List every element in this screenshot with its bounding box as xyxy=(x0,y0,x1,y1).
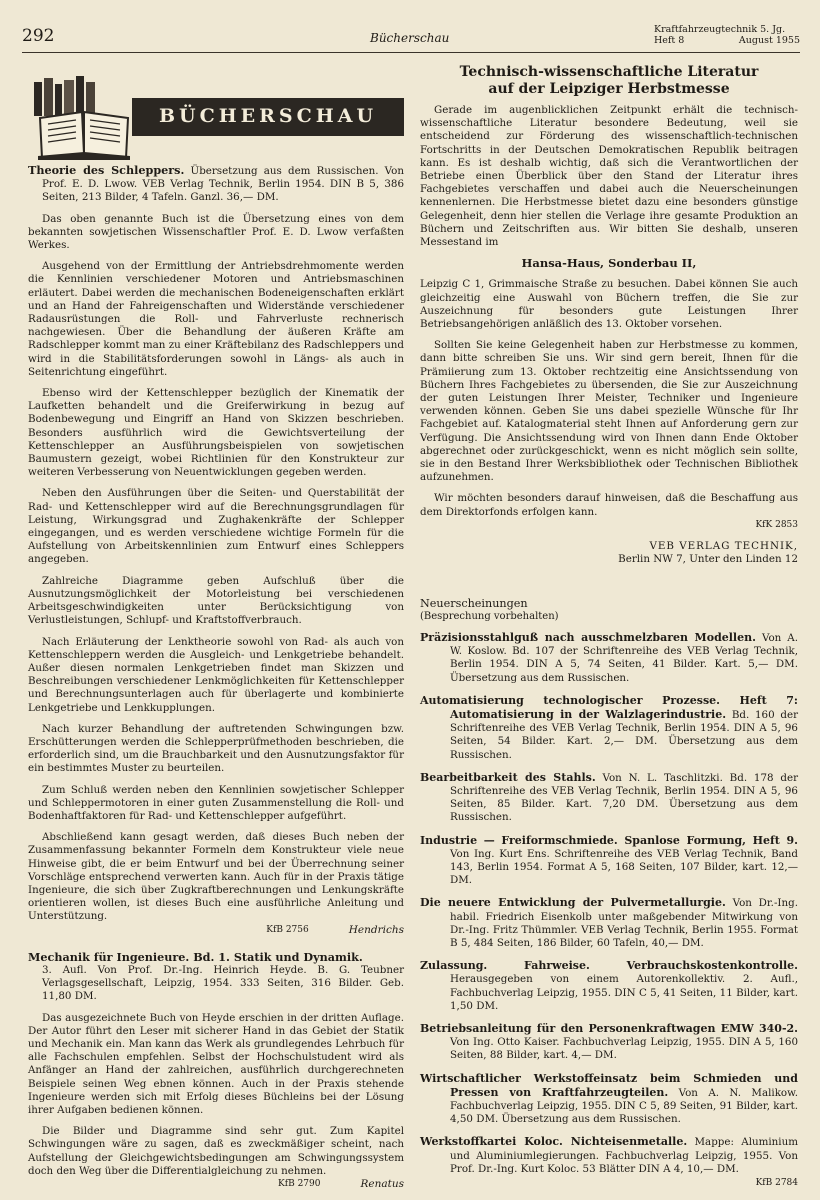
fair-title-line: Technisch-wissenschaftliche Literatur xyxy=(459,64,759,80)
list-item-title: Präzisionsstahlguß nach ausschmelzbaren Modellen. xyxy=(420,630,756,644)
review-1-paragraph: Zum Schluß werden neben den Kennlinien sowjetischer Schlepper und Schleppermotoren in einer guten Zusammenstellung die Roll- und Bodenhaftfaktoren für Rad- und Kettenschlepper aufgeführt. xyxy=(28,783,404,822)
list-item-details: Von Ing. Otto Kaiser. Fachbuchverlag Leipzig, 1955. DIN A 5, 160 Seiten, 88 Bilder, kart. 4,— DM. xyxy=(450,1036,798,1062)
right-column xyxy=(420,64,798,1190)
list-item-text xyxy=(420,896,798,950)
review-1-title: Theorie des Schleppers. xyxy=(28,163,185,177)
review-1-paragraph: Ebenso wird der Kettenschlepper bezüglich der Kinematik der Laufketten behandelt und die Greiferwirkung in bezug auf Bodenbewegung und Eingriff an Hand von Skizzen beschrieben. Besonders ausführlich wird die Gewichtsverteilung der Kettenschlepper an Ausführungsbeispielen von sowjetischen Baumustern gezeigt, wobei Richtlinien für den Konstrukteur zur weiteren Verbesserung von Neuentwicklungen gegeben werden. xyxy=(28,387,404,479)
list-item-title: Werkstoffkartei Koloc. Nichteisenmetalle. xyxy=(420,1135,688,1149)
review-2-paragraph: Die Bilder und Diagramme sind sehr gut. Zum Kapitel Schwingungen wäre zu sagen, daß es zweckmäßiger scheint, nach Aufstellung der Gleichgewichtsbedingungen am Schwingungssystem doch den Weg über die Differentialgleichung zu nehmen. xyxy=(28,1125,404,1177)
list-item-text xyxy=(420,694,798,762)
fair-code-text: KfK 2853 xyxy=(755,519,798,530)
journal-issue: Heft 8 xyxy=(654,35,685,46)
list-item xyxy=(420,631,798,685)
list-item xyxy=(420,834,798,888)
list-item xyxy=(420,771,798,825)
list-item-title: Industrie — Freiformschmiede. Spanlose Formung, Heft 9. xyxy=(420,833,798,847)
list-item-title: Die neuere Entwicklung der Pulvermetallurgie. xyxy=(420,896,726,910)
review-1-bibliography: Übersetzung aus dem Russischen. Von Prof. E. D. Lwow. VEB Verlag Technik, Berlin 1954. DIN B 5, 386 Seiten, 213 Bilder, 4 Tafeln. Ganzl. 36,— DM. xyxy=(42,165,404,204)
review-2-paragraph: Das ausgezeichnete Buch von Heyde erschien in der dritten Auflage. Der Autor führt den Leser mit sicherer Hand in das Gebiet der Statik und Mechanik ein. Man kann das Werk als grundlegendes Lehrbuch für alle Fachschulen empfehlen. Selbst der Hochschulstudent wird als Anfänger an Hand der zahlreichen, ausführlich durchgerechneten Beispiele seinen Weg ebnen können. Auch in der Praxis stehende Ingenieure werden sich mit Erfolg dieses Büchleins bei der Lösung ihrer Aufgaben bedienen können. xyxy=(28,1011,404,1116)
fair-code xyxy=(420,519,798,532)
list-code-text: KfB 2784 xyxy=(755,1178,798,1189)
publisher-name: VEB VERLAG TECHNIK, xyxy=(649,540,798,553)
list-item-text xyxy=(420,1135,798,1176)
publisher-address: Berlin NW 7, Unter den Linden 12 xyxy=(618,553,798,566)
list-item xyxy=(420,1022,798,1063)
list-item xyxy=(420,694,798,762)
review-1-paragraph: Ausgehend von der Ermittlung der Antriebsdrehmomente werden die Kennlinien verschiedener Motoren und Antriebsmaschinen erläutert. Dabei werden die mechanischen Bodeneigenschaften erklärt und an Hand der Fahreigenschaften und Widerstände verschiedener Radausrüstungen die Roll- und Fahrverluste rechnerisch nachgewiesen. Über die Behandlung der äußeren Kräfte am Radschlepper kommt man zu einer Kräftebilanz des Radschleppers und wird in die Stabilitätsforderungen sowohl in Längs- als auch in Seitenrichtung eingeführt. xyxy=(28,260,404,378)
list-item-details: Herausgegeben von einem Autorenkollektiv. 2. Aufl., Fachbuchverlag Leipzig, 1955. DIN C 5, 41 Seiten, 11 Bilder, kart. 1,50 DM. xyxy=(450,973,798,1012)
review-1-paragraph: Nach Erläuterung der Lenktheorie sowohl von Rad- als auch von Kettenschleppern werden die Ausgleich- und Lenkgetriebe behandelt. Außer diesen normalen Lenkgetrieben findet man Skizzen und Beschreibungen verschiedener Lenkmöglichkeiten für Kettenschlepper und Berechnungsunterlagen auch für überlagerte und kombinierte Lenkgetriebe und Lenkkupplungen. xyxy=(28,635,404,714)
review-1-paragraph: Das oben genannte Buch ist die Übersetzung eines von dem bekannten sowjetischen Wissenschaftler Prof. E. D. Lwow verfaßten Werkes. xyxy=(28,212,404,252)
list-item-text xyxy=(420,1022,798,1063)
review-2-bibliography: 3. Aufl. Von Prof. Dr.-Ing. Heinrich Heyde. B. G. Teubner Verlagsgesellschaft, Leipzig, 1954. 333 Seiten, 316 Bilder. Geb. 11,80 DM. xyxy=(42,963,404,1003)
review-1-paragraph: Neben den Ausführungen über die Seiten- und Querstabilität der Rad- und Kettenschlepper wird auf die Berechnungsgrundlagen für Leistung, Wirkungsgrad und Zughakenkräfte der Schlepper eingegangen, und es werden verschiedene wichtige Formeln für die Aufstellung von Arbeitskennlinien zum Entwurf eines Schleppers angegeben. xyxy=(28,487,404,566)
list-item-details: Von A. W. Koslow. Bd. 107 der Schriftenreihe des VEB Verlag Technik, Berlin 1954. DIN A 5, 74 Seiten, 41 Bilder. Kart. 5,— DM. Übersetzung aus dem Russischen. xyxy=(450,631,799,684)
review-1-signature xyxy=(28,924,404,937)
fair-paragraph: Wir möchten besonders darauf hinweisen, daß die Beschaffung aus dem Direktorfonds erfolgen kann. xyxy=(420,492,798,518)
list-item-title: Betriebsanleitung für den Personenkraftwagen EMW 340-2. xyxy=(420,1021,798,1035)
review-1-code: KfB 2756 xyxy=(266,924,309,935)
review-1-header xyxy=(28,164,404,205)
review-2-code: KfB 2790 xyxy=(278,1179,321,1190)
list-item xyxy=(420,959,798,1013)
list-item xyxy=(420,1072,798,1127)
section-banner xyxy=(28,64,404,164)
list-item-details: Mappe: Aluminium und Aluminiumlegierungen. Fachbuchverlag Leipzig, 1955. Von Prof. Dr.-Ing. Kurt Koloc. 53 Blätter DIN A 4, 10,— DM. xyxy=(450,1136,798,1175)
page-header xyxy=(22,24,800,53)
banner-title: BÜCHERSCHAU xyxy=(132,98,404,136)
journal-name: Kraftfahrzeugtechnik 5. Jg. xyxy=(654,24,786,35)
list-item-details: Von N. L. Taschlitzki. Bd. 178 der Schriftenreihe des VEB Verlag Technik, Berlin 1954. DIN A 5, 96 Seiten, 85 Bilder. Kart. 7,20 DM. Übersetzung aus dem Russischen. xyxy=(450,771,798,824)
new-releases-title: Neuerscheinungen xyxy=(420,596,528,610)
list-item-details: Bd. 160 der Schriftenreihe des VEB Verlag Technik, Berlin 1954. DIN A 5, 96 Seiten, 54 Bilder. Kart. 2,— DM. Übersetzung aus dem Russischen. xyxy=(450,708,798,761)
review-1-paragraph: Zahlreiche Diagramme geben Aufschluß über die Ausnutzungsmöglichkeit der Motorleistung bei verschiedenen Arbeitsgeschwindigkeiten unter Berücksichtigung von Verlustleistungen, Schlupf- und Kraftstoffverbrauch. xyxy=(28,574,404,627)
journal-date: August 1955 xyxy=(738,35,800,46)
section-title: Bücherschau xyxy=(370,31,450,45)
books-illustration-icon xyxy=(28,72,140,160)
new-releases-subtitle: (Besprechung vorbehalten) xyxy=(420,610,559,622)
list-item-title: Wirtschaftlicher Werkstoffeinsatz beim Schmieden und Pressen von Kraftfahrzeugteilen. xyxy=(420,1071,798,1099)
review-2-title: Mechanik für Ingenieure. Bd. 1. Statik und Dynamik. xyxy=(28,949,363,964)
list-item-details: Von A. N. Malikow. Fachbuchverlag Leipzig, 1955. DIN C 5, 89 Seiten, 91 Bilder, kart. 4,50 DM. Übersetzung aus dem Russischen. xyxy=(450,1086,798,1126)
fair-title-line: auf der Leipziger Herbstmesse xyxy=(488,81,730,97)
list-code xyxy=(420,1177,798,1190)
journal-info xyxy=(654,24,800,46)
review-2-author: Renatus xyxy=(360,1178,404,1191)
review-1-paragraph: Nach kurzer Behandlung der auftretenden Schwingungen bzw. Erschütterungen werden die Schlepperprüfmethoden beschrieben, die erforderlich sind, um die Brauchbarkeit und den Ausnutzungsfaktor für ein bestimmtes Muster zu beurteilen. xyxy=(28,722,404,775)
list-item-title: Automatisierung technologischer Prozesse. Heft 7: Automatisierung in der Walzlagerindustrie. xyxy=(420,693,798,721)
page-number: 292 xyxy=(22,26,55,46)
fair-venue: Hansa-Haus, Sonderbau II, xyxy=(521,256,697,271)
list-item xyxy=(420,896,798,950)
list-item-details: Von Dr.-Ing. habil. Friedrich Eisenkolb unter maßgebender Mitwirkung von Dr.-Ing. Fritz Thümmler. VEB Verlag Technik, Berlin 1955. Format B 5, 484 Seiten, 186 Bilder, 60 Tafeln, 40,— DM. xyxy=(450,897,799,949)
list-item-text xyxy=(420,834,798,888)
list-item-text xyxy=(420,1072,798,1127)
new-releases-list xyxy=(420,631,798,1176)
list-item-details: Von Ing. Kurt Ens. Schriftenreihe des VEB Verlag Technik, Band 143, Berlin 1954. Format A 5, 168 Seiten, 107 Bilder, kart. 12,— DM. xyxy=(450,847,798,887)
fair-article-title xyxy=(420,64,798,98)
fair-paragraph: Leipzig C 1, Grimmaische Straße zu besuchen. Dabei können Sie auch gleichzeitig eine Auswahl von Büchern treffen, die Sie zur Auszeichnung für besonders gute Leistungen Ihrer Betriebsangehörigen anläßlich des 13. Oktober vorsehen. xyxy=(420,278,798,331)
list-item-text xyxy=(420,631,798,685)
left-column xyxy=(28,64,404,1191)
fair-paragraph: Gerade im augenblicklichen Zeitpunkt erhält die technisch-wissenschaftliche Literatur besondere Bedeutung, weil sie entscheidend zur Förderung des wissenschaftlich-technischen Fortschritts in der Deutschen Demokratischen Republik beitragen kann. Es ist deshalb wichtig, daß sich die Verantwortlichen der Betriebe einen Überblick über den Stand der Literatur ihres Fachgebietes verschaffen und dabei auch die Neuerscheinungen kennenlernen. Die Herbstmesse bietet dazu eine besonders günstige Gelegenheit, denn hier stellen die Verlage ihre gesamte Produktion an Büchern und Zeitschriften aus. Wir bitten Sie deshalb, unseren Messestand im xyxy=(420,104,798,249)
list-item-title: Zulassung. Fahrweise. Verbrauchskostenkontrolle. xyxy=(420,959,798,973)
list-item-text xyxy=(420,771,798,825)
review-2-signature xyxy=(28,1178,404,1191)
list-item-title: Bearbeitbarkeit des Stahls. xyxy=(420,770,596,784)
fair-paragraph: Sollten Sie keine Gelegenheit haben zur Herbstmesse zu kommen, dann bitte schreiben Sie uns. Wir sind gern bereit, Ihnen für die Prämiierung zum 13. Oktober rechtzeitig eine Ansichtssendung von Büchern Ihres Fachgebietes zu übersenden, die Sie zur Auszeichnung der guten Leistungen Ihrer Meister, Techniker und Ingenieure verwenden können. Geben Sie uns dabei spezielle Wünsche für Ihr Fachgebiet auf. Katalogmaterial steht Ihnen auf Anforderung gern zur Verfügung. Die Ansichtssendung wird von Ihnen dann Ende Oktober abgerechnet oder zurückgeschickt, wenn es nicht möglich sein sollte, sie in den Bestand Ihrer Werksbibliothek oder Technischen Bibliothek aufzunehmen. xyxy=(420,339,798,484)
list-item xyxy=(420,1135,798,1176)
review-1-author: Hendrichs xyxy=(348,923,404,936)
review-1-paragraph: Abschließend kann gesagt werden, daß dieses Buch neben der Zusammenfassung bekannter Formeln dem Konstrukteur viele neue Hinweise gibt, die er beim Entwurf und bei der Überrechnung seiner Vorschläge entsprechend verwerten kann. Auch für in der Praxis tätige Ingenieure, die sich über Zugkraftberechnungen und Lenkungskräfte orientieren wollen, ist dieses Buch eine ausführliche Anleitung und Unterstützung. xyxy=(28,831,404,923)
list-item-text xyxy=(420,959,798,1013)
